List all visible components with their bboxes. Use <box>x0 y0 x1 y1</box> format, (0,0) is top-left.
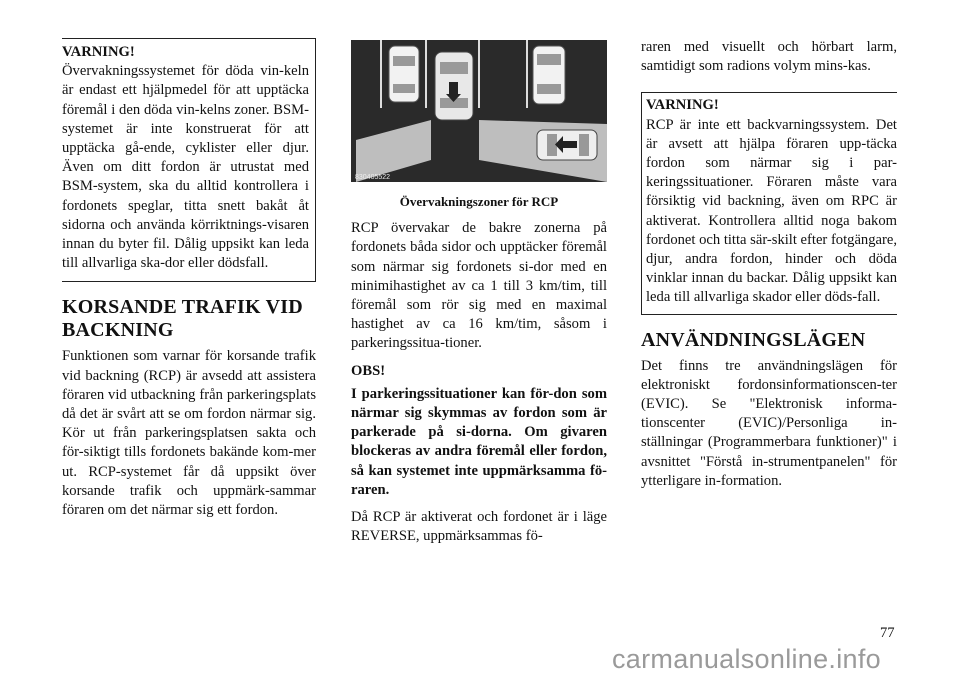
rcp-intro-paragraph: Funktionen som varnar för korsande trafik vid backning (RCP) är avsedd att assistera föraren vid utbackning från parkeringsplats då det är svårt att se om fordon närmar sig. Kör ut från parkeringsplatsen sakta och för-siktigt tills fordonets bakände kom-mer ut. RCP-systemet får då uppsikt över korsande trafik och uppmärk-sammar föraren om det närmar sig ett fordon. <box>62 348 316 519</box>
right-column <box>641 38 897 499</box>
parked-car-left <box>389 46 419 102</box>
rcp-zones-figure <box>351 40 607 182</box>
warning-box-bsm <box>62 38 316 282</box>
figure-code: 830405522 <box>355 174 391 181</box>
crossing-car <box>537 130 597 160</box>
warning-text: Övervakningssystemet för döda vin-keln är endast ett hjälpmedel för att upptäcka föremål i den döda vin-kelns zoner. BSM-systemet är inte konstruerat för att upptäcka gå-ende, cyklister eller djur. Även om ditt fordon är utrustat med BSM-system, ska du alltid kontrollera i fordonets speglar, titta snett bakåt åt sidorna och använda körriktnings-visaren innan du byter fil. Dålig uppsikt kan leda till allvarliga ska-dor eller dödsfall. <box>62 63 309 272</box>
reversing-car <box>435 52 473 120</box>
page-number: 77 <box>880 625 895 641</box>
section-heading-rcp: KORSANDE TRAFIK VID BACKNING <box>62 296 303 342</box>
modes-paragraph: Det finns tre användningslägen för elektroniskt fordonsinformationscen-ter (EVIC). Se "Elektronisk informa-tionscenter (EVIC)/Personliga in-ställningar (Programmerbara funktioner)" i avsnittet "Förstå in-strumentpanelen" för ytterligare in-formation. <box>641 357 897 489</box>
parking-illustration <box>351 40 607 182</box>
note-title: OBS! <box>351 362 386 379</box>
middle-column <box>351 38 607 554</box>
watermark: carmanualsonline.info <box>612 644 881 674</box>
note-text: I parkeringssituationer kan för-don som närmar sig skymmas av fordon som är parkerade på si-dorna. Om givaren blockeras av andra föremål eller fordon, så kan systemet inte uppmärksamma fö-raren. <box>351 385 607 498</box>
warning-text: RCP är inte ett backvarningssystem. Det är avsett att hjälpa föraren upp-täcka fordon som närmar sig i par-keringssituationer. Föraren måste vara försiktig vid backning, även om RPC är aktiverat. Kontrollera alltid noga bakom fordonet och titta sär-skilt efter fotgängare, djur, andra fordon, hinder och döda vinklar innan du backar. Dålig uppsikt kan leda till allvarliga skador eller döds-fall. <box>646 116 897 306</box>
warning-title: VARNING! <box>62 44 135 60</box>
section-heading-modes: ANVÄNDNINGSLÄGEN <box>641 328 866 351</box>
warning-title: VARNING! <box>646 97 719 114</box>
left-column <box>62 38 316 528</box>
warning-box-rcp <box>641 92 897 314</box>
parked-car-right <box>533 46 565 104</box>
figure-caption: Övervakningszoner för RCP <box>399 194 559 209</box>
continuation-paragraph: raren med visuellt och hörbart larm, samtidigt som radions volym mins-kas. <box>641 39 897 75</box>
rcp-zones-paragraph: RCP övervakar de bakre zonerna på fordonets båda sidor och upptäcker föremål som närmar sig fordonets si-dor med en minimihastighet av ca 1 till 3 km/tim, till föremål som rör sig med en maximal hastighet av ca 16 km/tim, såsom i parkeringssitua-tioner. <box>351 220 607 352</box>
reverse-paragraph: Då RCP är aktiverat och fordonet är i läge REVERSE, uppmärksammas fö- <box>351 509 607 545</box>
